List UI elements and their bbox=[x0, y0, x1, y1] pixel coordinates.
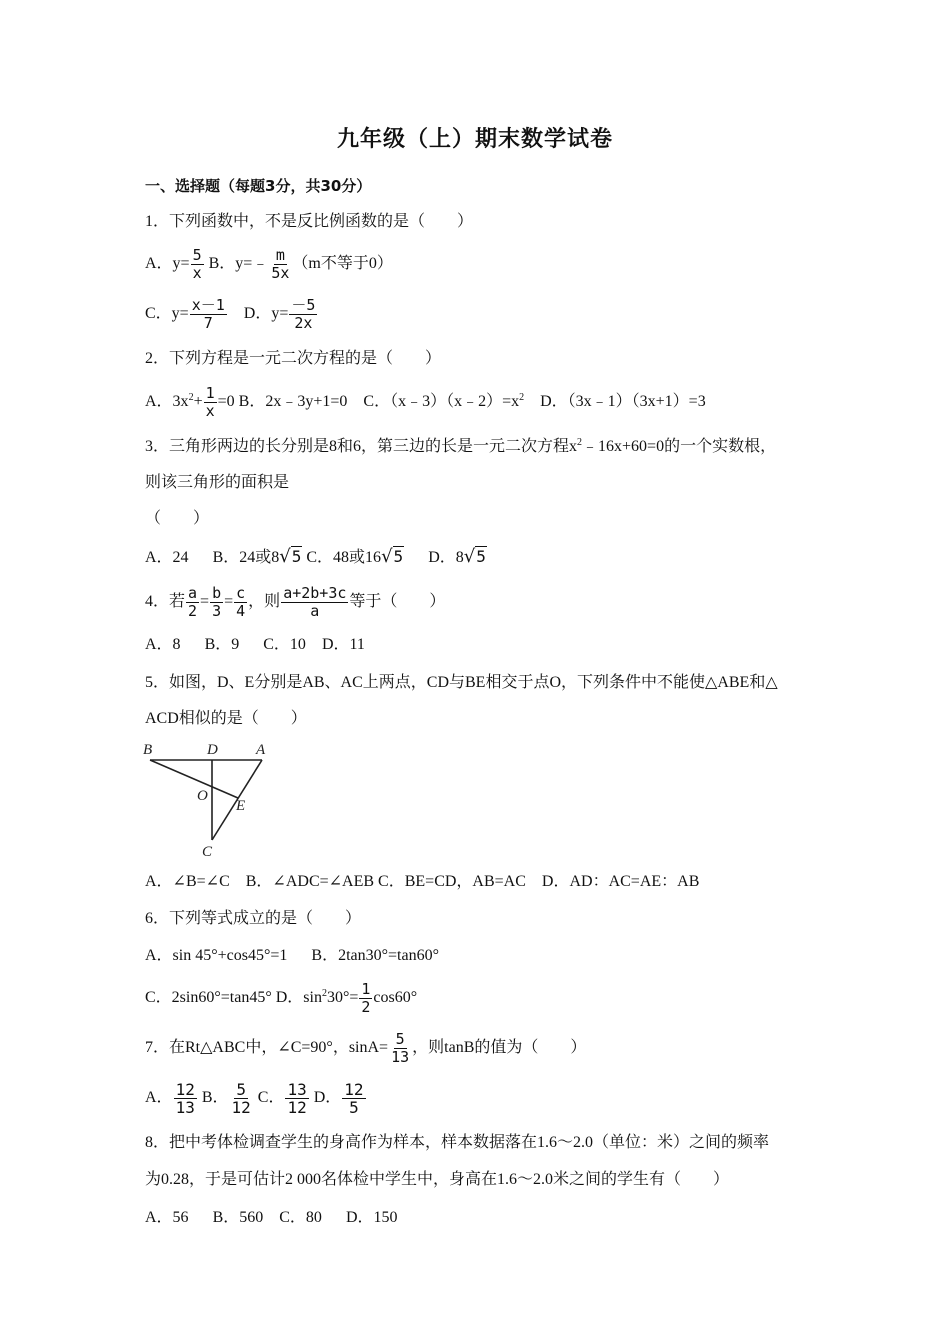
option-c-label: C． bbox=[257, 1089, 285, 1106]
question-5-options bbox=[145, 872, 699, 892]
question-4-stem bbox=[145, 582, 445, 622]
option-a-label: A． bbox=[145, 1089, 173, 1106]
question-8-stem-line2: 为0.28，于是可估计2 000名体检中学生中，身高在1.6～2.0米之间的学生有（ ） bbox=[145, 1171, 730, 1188]
option-d: D．11 bbox=[321, 636, 365, 653]
option-d: D．sin bbox=[275, 989, 322, 1006]
option-d-label: D．y= bbox=[243, 305, 289, 322]
fraction: $\frac{1}{2}$ bbox=[361, 979, 371, 1016]
option-b-tail: （m不等于0） bbox=[292, 255, 393, 272]
label-e: E bbox=[236, 798, 246, 814]
fraction: $\frac{13}{12}$ bbox=[287, 1079, 307, 1117]
fraction: $\frac{12}{5}$ bbox=[344, 1079, 364, 1117]
option-c: C．10 bbox=[263, 636, 306, 653]
fraction: $\frac{12}{13}$ bbox=[175, 1079, 195, 1117]
option-b: B．∠ADC=∠AEB bbox=[245, 873, 375, 890]
question-7-stem bbox=[145, 1028, 586, 1068]
option-b: B．9 bbox=[204, 636, 240, 653]
fraction: $\frac{a+2b+3c}{a}$ bbox=[283, 583, 347, 620]
stem-part: 3．三角形两边的长分别是8和6，第三边的长是一元二次方程x bbox=[145, 438, 578, 455]
triangle-figure bbox=[140, 740, 270, 865]
label-o: O bbox=[197, 788, 208, 804]
fraction: $\frac{c}{4}$ bbox=[236, 583, 246, 620]
option-a-label: A．y= bbox=[145, 255, 190, 272]
question-5-stem-line2: ACD相似的是（ ） bbox=[145, 710, 307, 727]
fraction: $\frac{-5}{2x}$ bbox=[291, 295, 316, 332]
fraction: $\frac{a}{2}$ bbox=[188, 583, 198, 620]
geometry-diagram bbox=[140, 740, 270, 860]
option-c: C．2sin60°=tan45° bbox=[145, 989, 272, 1006]
question-1-options-cd bbox=[145, 294, 318, 334]
segment-be bbox=[150, 760, 238, 798]
stem-part: 7．在Rt△ABC中，∠C=90°，sinA= bbox=[145, 1039, 389, 1056]
fraction: $\frac{b}{3}$ bbox=[212, 583, 222, 620]
equals-sign: = bbox=[224, 593, 234, 610]
question-2-stem: 2．下列方程是一元二次方程的是（ ） bbox=[145, 350, 442, 367]
option-a: A．56 bbox=[145, 1209, 189, 1226]
question-6-options-ab bbox=[145, 946, 439, 966]
label-a: A bbox=[256, 742, 266, 758]
option-b-label: B．y=﹣ bbox=[208, 255, 269, 272]
option-b: B．24或8 bbox=[212, 549, 280, 566]
stem-part: ，则 bbox=[248, 593, 281, 610]
page-title: 九年级（上）期末数学试卷 bbox=[336, 127, 613, 152]
question-4-options bbox=[145, 635, 365, 655]
fraction: $\frac{5}{13}$ bbox=[391, 1029, 410, 1066]
question-3-options bbox=[145, 547, 487, 568]
fraction: $\frac{5}{12}$ bbox=[231, 1079, 251, 1117]
option-d: D．AD：AC=AE：AB bbox=[541, 873, 700, 890]
option-c: C．48或16 bbox=[306, 549, 382, 566]
sqrt: √5 bbox=[279, 546, 302, 567]
question-1-stem: 1．下列函数中，不是反比例函数的是（ ） bbox=[145, 213, 474, 230]
question-6-options-cd bbox=[145, 978, 417, 1018]
section-heading: 一、选择题（每题3分，共30分） bbox=[145, 177, 372, 195]
fraction: $\frac{m}{5x}$ bbox=[271, 245, 290, 282]
question-7-options bbox=[145, 1078, 367, 1118]
label-d: D bbox=[207, 742, 218, 758]
option-b: B．2x﹣3y+1=0 bbox=[238, 393, 348, 410]
stem-part: 4．若 bbox=[145, 593, 186, 610]
option-d: D．（3x﹣1）（3x+1）=3 bbox=[540, 393, 706, 410]
option-b: B．560 bbox=[212, 1209, 264, 1226]
question-8-stem: 8．把中考体检调查学生的身高作为样本，样本数据落在1.6～2.0（单位：米）之间的频率 bbox=[145, 1134, 770, 1151]
question-5-stem: 5．如图，D、E分别是AB、AC上两点，CD与BE相交于点O，下列条件中不能使△ABE和△ bbox=[145, 674, 778, 691]
question-1-options-ab bbox=[145, 244, 393, 284]
sqrt: √5 bbox=[381, 546, 404, 567]
exponent: 2 bbox=[577, 437, 583, 448]
option-a: A．8 bbox=[145, 636, 181, 653]
sqrt: √5 bbox=[463, 546, 486, 567]
option-a: A．sin 45°+cos45°=1 bbox=[145, 947, 288, 964]
stem-part: ﹣16x+60=0的一个实数根， bbox=[582, 438, 777, 455]
option-d: D．150 bbox=[345, 1209, 398, 1226]
option-d-tail: cos60° bbox=[373, 989, 418, 1006]
option-a-text: A．3x bbox=[145, 393, 189, 410]
question-2-options bbox=[145, 382, 706, 422]
option-a: A．∠B=∠C bbox=[145, 873, 230, 890]
label-c: C bbox=[202, 844, 213, 860]
equals-sign: = bbox=[200, 593, 210, 610]
fraction: $\frac{5}{x}$ bbox=[192, 245, 202, 282]
exponent: 2 bbox=[519, 392, 525, 403]
stem-part: 等于（ ） bbox=[349, 593, 446, 610]
label-b: B bbox=[143, 742, 153, 758]
option-b: B．2tan30°=tan60° bbox=[311, 947, 439, 964]
question-6-stem: 6．下列等式成立的是（ ） bbox=[145, 910, 362, 927]
option-a: A．24 bbox=[145, 549, 189, 566]
fraction: $\frac{1}{x}$ bbox=[205, 383, 215, 420]
plus-sign: + bbox=[193, 393, 203, 410]
option-c-label: C．y= bbox=[145, 305, 189, 322]
question-3-stem bbox=[145, 437, 776, 457]
question-3-stem-line2: 则该三角形的面积是 bbox=[145, 474, 290, 491]
question-8-options bbox=[145, 1208, 398, 1228]
fraction: $\frac{x-1}{7}$ bbox=[191, 295, 225, 332]
option-c: C．80 bbox=[279, 1209, 322, 1226]
option-d: D．8 bbox=[428, 549, 464, 566]
option-c: C．BE=CD，AB=AC bbox=[378, 873, 526, 890]
exponent: 2 bbox=[321, 988, 327, 999]
exponent: 2 bbox=[188, 392, 194, 403]
option-c: C．（x﹣3）（x﹣2）=x bbox=[363, 393, 520, 410]
option-b-label: B． bbox=[201, 1089, 229, 1106]
stem-part: ，则tanB的值为（ ） bbox=[412, 1039, 587, 1056]
option-d-label: D． bbox=[313, 1089, 342, 1106]
option-d-mid: 30°= bbox=[326, 989, 359, 1006]
question-3-paren: （ ） bbox=[145, 510, 210, 527]
option-a-tail: =0 bbox=[217, 393, 235, 410]
